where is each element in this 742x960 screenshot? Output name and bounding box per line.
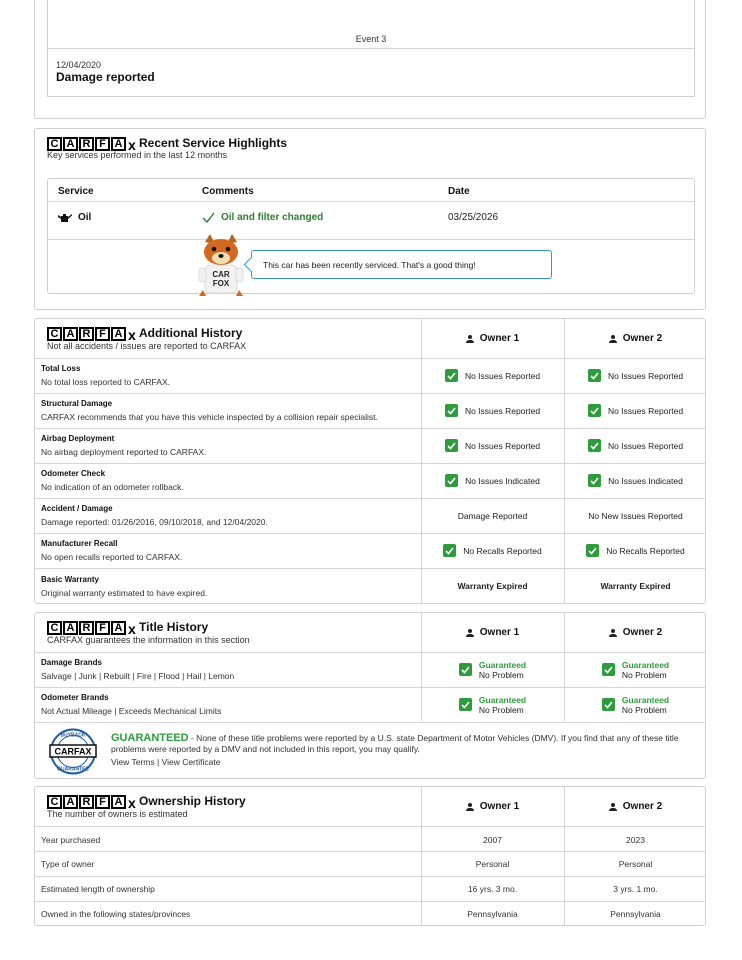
owner-1-status: Warranty Expired (457, 581, 528, 591)
row-description: No airbag deployment reported to CARFAX. (41, 447, 207, 457)
svg-text:BUYBACK: BUYBACK (60, 732, 86, 739)
checkbox-checked-icon (459, 698, 472, 711)
view-certificate-link[interactable]: View Certificate (161, 757, 221, 767)
divider (48, 201, 694, 202)
checkbox-checked-icon (445, 404, 458, 417)
section-subtitle: Not all accidents / issues are reported to CARFAX (47, 341, 247, 351)
owner-2-header: Owner 2 (564, 613, 707, 652)
event-card (34, 0, 706, 119)
owner-1-status: No Issues Reported (421, 358, 564, 393)
person-icon (466, 803, 474, 811)
person-icon (609, 335, 617, 343)
speech-bubble: This car has been recently serviced. That's a good thing! (251, 250, 552, 279)
owner-2-status: No Issues Reported (564, 393, 707, 428)
person-icon (609, 629, 617, 637)
owner-1-header: Owner 1 (421, 787, 564, 826)
event-title: Event 3 (355, 34, 387, 44)
row-description: Not Actual Mileage | Exceeds Mechanical Limits (41, 706, 222, 716)
row-label: Accident / Damage (41, 504, 113, 513)
service-cell-oil (58, 212, 91, 223)
carfax-logo: C A R F A x (47, 621, 136, 635)
row-label: Odometer Brands (41, 693, 109, 702)
row-description: No total loss reported to CARFAX. (41, 377, 170, 387)
additional-history-card (34, 318, 706, 604)
owner-1-status: No Issues Reported (421, 393, 564, 428)
owner-2-value: 2023 (626, 835, 645, 845)
row-label: Manufacturer Recall (41, 539, 118, 548)
row-label: Estimated length of ownership (41, 884, 155, 894)
row-description: Salvage | Junk | Rebuilt | Fire | Flood | Hail | Lemon (41, 671, 235, 681)
owner-2-value: 3 yrs. 1 mo. (613, 884, 658, 894)
checkbox-checked-icon (602, 698, 615, 711)
row-description: No open recalls reported to CARFAX. (41, 552, 183, 562)
owner-2-guarantee: Guaranteed No Problem (564, 652, 707, 687)
event-box (47, 0, 695, 97)
oil-can-icon (58, 213, 72, 223)
section-subtitle: Key services performed in the last 12 months (47, 150, 228, 160)
owner-1-status: No Issues Reported (421, 428, 564, 463)
owner-2-header: Owner 2 (564, 787, 707, 826)
person-icon (466, 629, 474, 637)
owner-2-value: Pennsylvania (610, 909, 661, 919)
event-description: Damage reported (56, 70, 155, 84)
checkbox-checked-icon (588, 439, 601, 452)
checkbox-checked-icon (459, 663, 472, 676)
svg-text:FOX: FOX (212, 279, 230, 288)
section-subtitle: The number of owners is estimated (47, 809, 188, 819)
checkbox-checked-icon (588, 404, 601, 417)
checkmark-icon (202, 212, 215, 223)
row-label: Damage Brands (41, 658, 102, 667)
divider (35, 851, 705, 852)
owner-2-status: No Recalls Reported (564, 533, 707, 568)
section-title: Recent Service Highlights (139, 136, 288, 150)
owner-1-guarantee: Guaranteed No Problem (421, 652, 564, 687)
row-label: Type of owner (41, 859, 95, 869)
section-title: Additional History (139, 326, 243, 340)
owner-1-status: No Recalls Reported (421, 533, 564, 568)
carfax-logo: C A R F A x (47, 137, 136, 151)
divider (48, 48, 694, 49)
row-label: Owned in the following states/provinces (41, 909, 191, 919)
row-label: Odometer Check (41, 469, 106, 478)
service-comment: Oil and filter changed (202, 212, 323, 223)
row-label: Airbag Deployment (41, 434, 115, 443)
owner-1-value: Pennsylvania (467, 909, 518, 919)
column-header-service: Service (58, 186, 94, 197)
checkbox-checked-icon (443, 544, 456, 557)
row-label: Structural Damage (41, 399, 113, 408)
divider (35, 901, 705, 902)
row-description: No indication of an odometer rollback. (41, 482, 184, 492)
service-highlights-card (34, 128, 706, 310)
owner-2-status: No Issues Reported (564, 358, 707, 393)
row-label: Year purchased (41, 835, 101, 845)
owner-2-status: No Issues Indicated (564, 463, 707, 498)
checkbox-checked-icon (602, 663, 615, 676)
owner-1-value: 16 yrs. 3 mo. (467, 884, 518, 894)
row-description: CARFAX recommends that you have this vehicle inspected by a collision repair specialist. (41, 412, 378, 422)
carfox-mascot-icon (191, 234, 251, 296)
svg-text:GUARANTEE: GUARANTEE (57, 766, 89, 773)
buyback-guarantee-row (35, 722, 705, 779)
checkbox-checked-icon (445, 474, 458, 487)
divider (35, 876, 705, 877)
owner-1-header: Owner 1 (421, 319, 564, 358)
service-table (47, 178, 695, 294)
checkbox-checked-icon (445, 439, 458, 452)
row-label: Total Loss (41, 364, 81, 373)
section-title: Title History (139, 620, 209, 634)
owner-1-guarantee: Guaranteed No Problem (421, 687, 564, 722)
row-description: Damage reported: 01/26/2016, 09/10/2018, and 12/04/2020. (41, 517, 268, 527)
person-icon (609, 803, 617, 811)
owner-1-header: Owner 1 (421, 613, 564, 652)
checkbox-checked-icon (445, 369, 458, 382)
svg-text:CAR: CAR (212, 270, 230, 279)
service-date: 03/25/2026 (448, 212, 499, 223)
owner-2-status: No New Issues Reported (588, 510, 683, 521)
carfax-logo: C A R F A x (47, 795, 136, 809)
carfax-logo: C A R F A x (47, 327, 136, 341)
divider (48, 239, 694, 240)
owner-1-value: 2007 (483, 835, 502, 845)
owner-1-status: Damage Reported (457, 510, 528, 521)
checkbox-checked-icon (588, 474, 601, 487)
divider (35, 826, 705, 827)
row-label: Basic Warranty (41, 575, 99, 584)
event-date: 12/04/2020 (56, 60, 102, 70)
title-history-card (34, 612, 706, 779)
owner-1-value: Personal (475, 859, 510, 869)
column-header-date: Date (448, 186, 470, 197)
checkbox-checked-icon (586, 544, 599, 557)
owner-2-status: No Issues Reported (564, 428, 707, 463)
section-title: Ownership History (139, 794, 246, 808)
svg-text:CARFAX: CARFAX (54, 746, 92, 757)
owner-2-header: Owner 2 (564, 319, 707, 358)
row-description: Original warranty estimated to have expired. (41, 588, 208, 598)
person-icon (466, 335, 474, 343)
owner-1-status: No Issues Indicated (421, 463, 564, 498)
buyback-guarantee-seal-icon (45, 728, 101, 775)
checkbox-checked-icon (588, 369, 601, 382)
guarantee-text: GUARANTEED - None of these title problems were reported by a U.S. state Department of Motor Vehicles (DMV). If you find that any of these title problems were reported by a DMV and not included in this report, you may qualify. (111, 732, 679, 754)
owner-2-value: Personal (618, 859, 653, 869)
owner-2-status: Warranty Expired (600, 581, 671, 591)
ownership-history-card (34, 786, 706, 926)
owner-2-guarantee: Guaranteed No Problem (564, 687, 707, 722)
column-header-comments: Comments (202, 186, 254, 197)
guarantee-links: View Terms | View Certificate (111, 757, 221, 767)
section-subtitle: CARFAX guarantees the information in this section (47, 635, 250, 645)
view-terms-link[interactable]: View Terms (111, 757, 155, 767)
service-name: Oil (78, 212, 92, 223)
